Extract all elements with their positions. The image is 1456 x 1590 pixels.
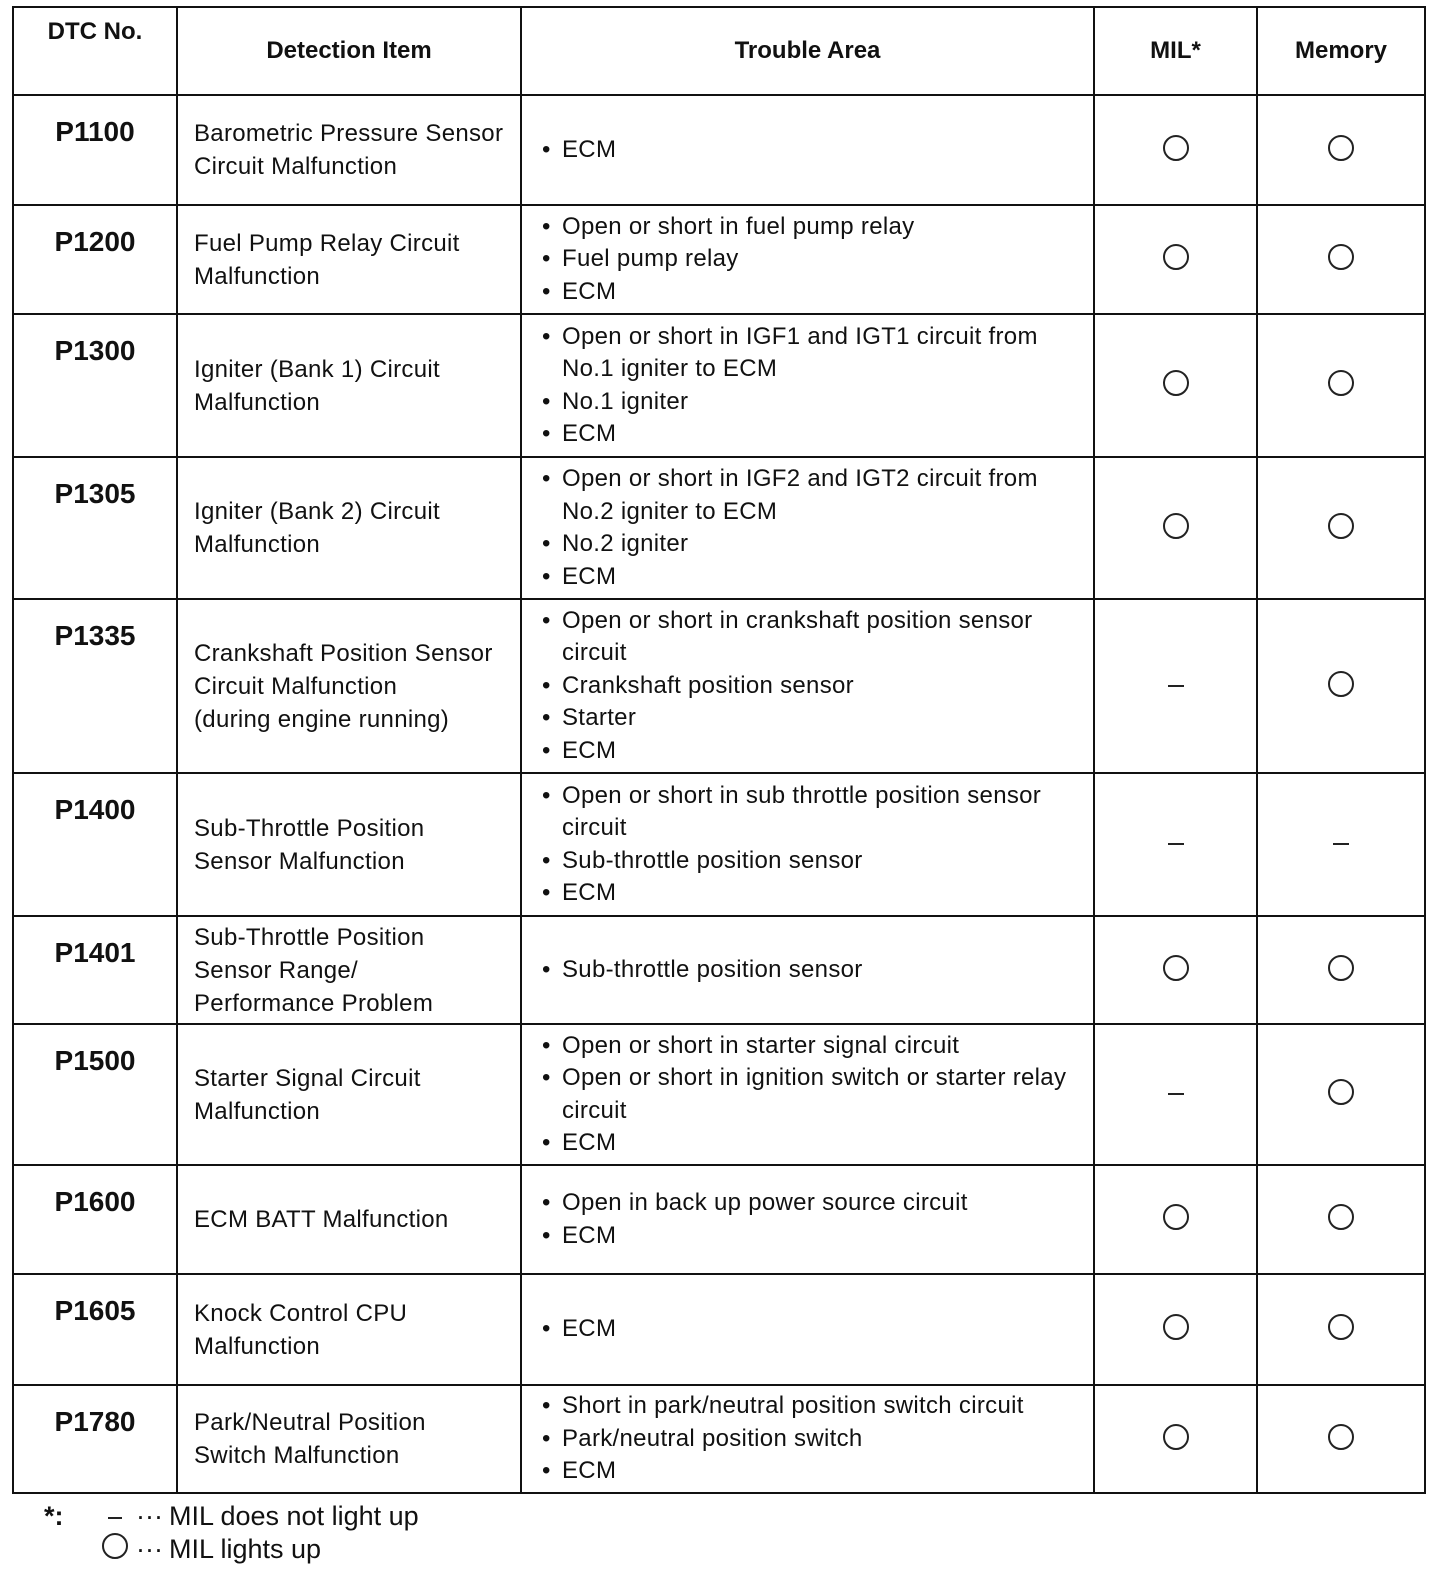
legend-circle-text: MIL lights up	[168, 1534, 322, 1564]
memory-indicator	[1257, 95, 1425, 205]
circle-icon	[1163, 1424, 1189, 1450]
trouble-area-item: • ECM	[540, 1127, 1083, 1160]
memory-indicator	[1257, 599, 1425, 773]
dtc-code: P1200	[13, 205, 177, 314]
trouble-area	[521, 916, 1094, 1024]
table-header-row	[13, 7, 1425, 95]
trouble-area-list	[540, 1390, 1083, 1488]
dtc-code: P1605	[13, 1274, 177, 1385]
circle-icon	[1328, 955, 1354, 981]
trouble-area-item: • ECM	[540, 1455, 1083, 1488]
detection-item	[177, 1024, 521, 1165]
mil-indicator	[1094, 457, 1257, 599]
trouble-area	[521, 1165, 1094, 1274]
dash-icon	[1168, 685, 1184, 687]
detection-item-line: Crankshaft Position Sensor	[194, 639, 493, 667]
trouble-area-item: • Open or short in IGF1 and IGT1 circuit from No.1 igniter to ECM	[540, 321, 1083, 386]
memory-indicator	[1257, 1024, 1425, 1165]
detection-item-line: Sensor Range/	[194, 956, 359, 984]
memory-indicator	[1257, 1165, 1425, 1274]
trouble-area-item: • Crankshaft position sensor	[540, 670, 1083, 703]
mil-indicator	[1094, 773, 1257, 916]
detection-item	[177, 1165, 521, 1274]
trouble-area-item: • Open or short in fuel pump relay	[540, 211, 1083, 244]
memory-indicator	[1257, 1385, 1425, 1493]
dtc-code: P1780	[13, 1385, 177, 1493]
mil-indicator	[1094, 1274, 1257, 1385]
memory-indicator	[1257, 457, 1425, 599]
trouble-area-item: • ECM	[540, 561, 1083, 594]
detection-item-line: Barometric Pressure Sensor	[194, 120, 504, 147]
trouble-area-list	[540, 134, 1083, 167]
detection-item-line: Malfunction	[194, 262, 321, 290]
detection-item-line: Starter Signal Circuit	[194, 1064, 421, 1092]
circle-icon	[1163, 1314, 1189, 1340]
trouble-area	[521, 1024, 1094, 1165]
trouble-area-item: • Open or short in IGF2 and IGT2 circuit from No.2 igniter to ECM	[540, 463, 1083, 528]
circle-icon	[1163, 244, 1189, 270]
circle-icon	[1163, 135, 1189, 161]
detection-item-line: Switch Malfunction	[194, 1442, 400, 1469]
detection-item-line: (during engine running)	[194, 705, 450, 733]
trouble-area-list	[540, 321, 1083, 451]
detection-item-line: Malfunction	[194, 531, 321, 558]
trouble-area-list	[540, 1187, 1083, 1252]
table-row	[13, 1274, 1425, 1385]
dtc-code: P1401	[13, 916, 177, 1024]
trouble-area-item: • No.1 igniter	[540, 386, 1083, 419]
table-body	[13, 95, 1425, 1493]
detection-item-line: Fuel Pump Relay Circuit	[194, 229, 460, 257]
trouble-area-item: • ECM	[540, 1220, 1083, 1253]
circle-icon	[1163, 955, 1189, 981]
table-row	[13, 95, 1425, 205]
detection-item-line: Igniter (Bank 1) Circuit	[194, 355, 440, 383]
circle-icon	[1163, 513, 1189, 539]
dtc-code: P1400	[13, 773, 177, 916]
detection-item-line: Knock Control CPU	[194, 1299, 408, 1327]
trouble-area	[521, 1274, 1094, 1385]
trouble-area-list	[540, 1030, 1083, 1160]
detection-item-line: Malfunction	[194, 388, 321, 416]
table-row	[13, 314, 1425, 457]
header-memory: Memory	[1257, 7, 1425, 95]
memory-indicator	[1257, 1274, 1425, 1385]
circle-icon	[1328, 671, 1354, 697]
trouble-area-item: • Sub-throttle position sensor	[540, 954, 1083, 987]
trouble-area-list	[540, 780, 1083, 910]
circle-icon	[1328, 1314, 1354, 1340]
circle-icon	[1328, 370, 1354, 396]
dtc-code: P1305	[13, 457, 177, 599]
header-detection-item: Detection Item	[177, 7, 521, 95]
trouble-area	[521, 314, 1094, 457]
dash-symbol	[100, 1500, 130, 1533]
trouble-area-item: • Open or short in sub throttle position sensor circuit	[540, 780, 1083, 845]
memory-indicator	[1257, 205, 1425, 314]
circle-icon	[1328, 135, 1354, 161]
header-trouble-area: Trouble Area	[521, 7, 1094, 95]
mil-indicator	[1094, 205, 1257, 314]
header-dtc-no: DTC No.	[13, 7, 177, 95]
trouble-area-item: • No.2 igniter	[540, 528, 1083, 561]
header-mil: MIL*	[1094, 7, 1257, 95]
detection-item-line: Sub-Throttle Position	[194, 923, 425, 951]
detection-item-line: Sub-Throttle Position	[194, 814, 425, 842]
detection-item-line: Performance Problem	[194, 989, 434, 1017]
trouble-area	[521, 205, 1094, 314]
trouble-area-list	[540, 954, 1083, 987]
legend	[44, 1500, 419, 1566]
dtc-table	[12, 6, 1426, 1494]
detection-item	[177, 916, 521, 1024]
legend-row-circle	[44, 1533, 419, 1566]
trouble-area-item: • Open or short in ignition switch or starter relay circuit	[540, 1062, 1083, 1127]
trouble-area-item: • Short in park/neutral position switch circuit	[540, 1390, 1083, 1423]
trouble-area	[521, 773, 1094, 916]
dtc-code: P1300	[13, 314, 177, 457]
detection-item	[177, 205, 521, 314]
table-row	[13, 916, 1425, 1024]
legend-marker: *:	[44, 1501, 64, 1531]
detection-item-line: Igniter (Bank 2) Circuit	[194, 498, 440, 525]
detection-item-line: Malfunction	[194, 1097, 321, 1125]
trouble-area-item: • Sub-throttle position sensor	[540, 845, 1083, 878]
trouble-area-item: • Fuel pump relay	[540, 243, 1083, 276]
dash-icon	[1168, 1093, 1184, 1095]
detection-item-line: Circuit Malfunction	[194, 153, 398, 180]
trouble-area-item: • ECM	[540, 1313, 1083, 1346]
detection-item-line: Park/Neutral Position	[194, 1409, 426, 1436]
mil-indicator	[1094, 95, 1257, 205]
dtc-code: P1100	[13, 95, 177, 205]
legend-dash-text: MIL does not light up	[168, 1501, 419, 1531]
circle-icon	[1328, 1424, 1354, 1450]
mil-indicator	[1094, 599, 1257, 773]
mil-indicator	[1094, 916, 1257, 1024]
dash-icon	[1168, 843, 1184, 845]
dash-icon	[1333, 843, 1349, 845]
trouble-area-item: • Open or short in starter signal circuit	[540, 1030, 1083, 1063]
trouble-area	[521, 457, 1094, 599]
detection-item	[177, 457, 521, 599]
trouble-area-list	[540, 605, 1083, 768]
circle-icon	[1328, 513, 1354, 539]
trouble-area-list	[540, 211, 1083, 309]
trouble-area-item: • Open in back up power source circuit	[540, 1187, 1083, 1220]
trouble-area-item: • Open or short in crankshaft position sensor circuit	[540, 605, 1083, 670]
legend-row-dash	[44, 1500, 419, 1533]
legend-dots: ···	[136, 1534, 163, 1564]
circle-icon	[1328, 244, 1354, 270]
trouble-area-item: • ECM	[540, 276, 1083, 309]
trouble-area-item: • ECM	[540, 418, 1083, 451]
table-row	[13, 1385, 1425, 1493]
circle-icon	[1163, 1204, 1189, 1230]
dtc-code: P1335	[13, 599, 177, 773]
circle-icon	[1328, 1079, 1354, 1105]
trouble-area-item: • ECM	[540, 877, 1083, 910]
detection-item	[177, 599, 521, 773]
table-row	[13, 773, 1425, 916]
detection-item-line: Sensor Malfunction	[194, 847, 405, 875]
trouble-area-item: • Starter	[540, 702, 1083, 735]
trouble-area-item: • ECM	[540, 134, 1083, 167]
detection-item	[177, 1274, 521, 1385]
detection-item	[177, 314, 521, 457]
circle-icon	[1328, 1204, 1354, 1230]
trouble-area-item: • ECM	[540, 735, 1083, 768]
table-row	[13, 599, 1425, 773]
trouble-area	[521, 599, 1094, 773]
table-row	[13, 1024, 1425, 1165]
detection-item	[177, 773, 521, 916]
detection-item	[177, 1385, 521, 1493]
circle-symbol	[100, 1533, 130, 1567]
memory-indicator	[1257, 314, 1425, 457]
legend-dots: ···	[136, 1501, 163, 1531]
trouble-area-list	[540, 1313, 1083, 1346]
trouble-area-list	[540, 463, 1083, 593]
mil-indicator	[1094, 1024, 1257, 1165]
dtc-code: P1600	[13, 1165, 177, 1274]
detection-item-line: ECM BATT Malfunction	[194, 1206, 449, 1233]
trouble-area-item: • Park/neutral position switch	[540, 1423, 1083, 1456]
table-row	[13, 1165, 1425, 1274]
mil-indicator	[1094, 1165, 1257, 1274]
dtc-code: P1500	[13, 1024, 177, 1165]
detection-item-line: Circuit Malfunction	[194, 672, 398, 700]
circle-icon	[1163, 370, 1189, 396]
detection-item-line: Malfunction	[194, 1332, 321, 1360]
mil-indicator	[1094, 314, 1257, 457]
table-row	[13, 205, 1425, 314]
detection-item	[177, 95, 521, 205]
memory-indicator	[1257, 773, 1425, 916]
mil-indicator	[1094, 1385, 1257, 1493]
memory-indicator	[1257, 916, 1425, 1024]
trouble-area	[521, 95, 1094, 205]
trouble-area	[521, 1385, 1094, 1493]
table-row	[13, 457, 1425, 599]
